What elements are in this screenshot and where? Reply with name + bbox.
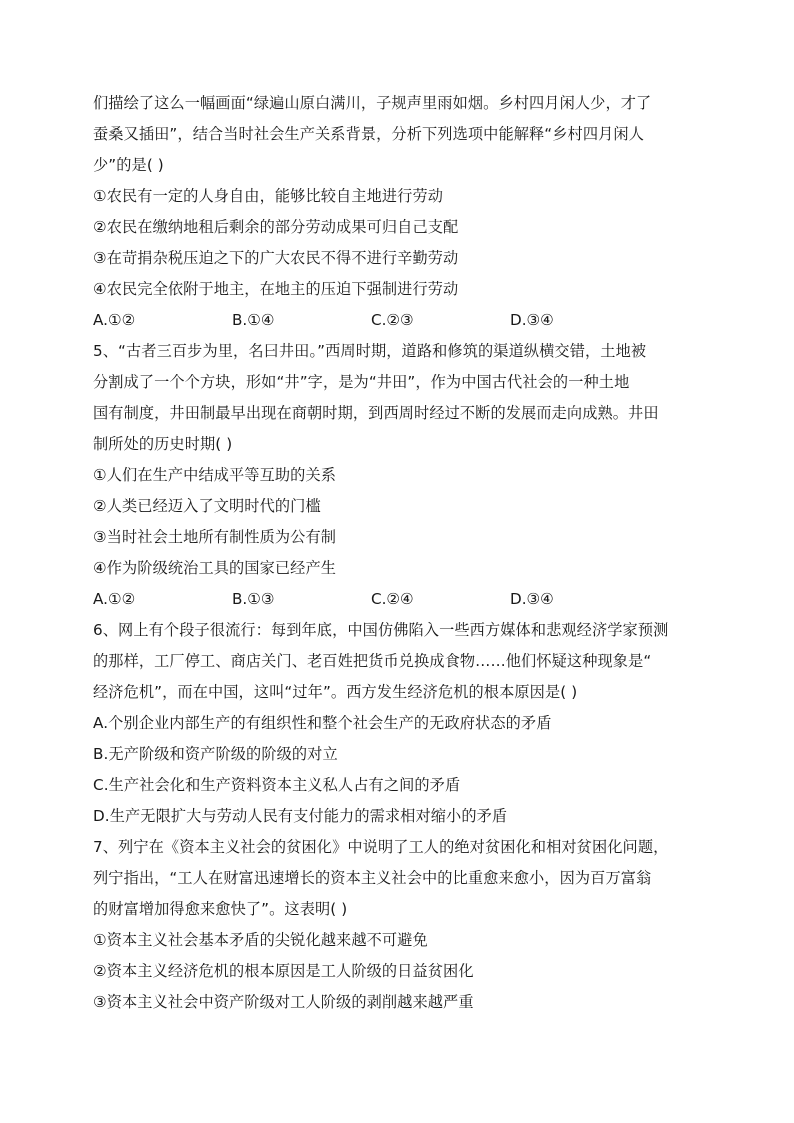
option-c: C.生产社会化和生产资料资本主义私人占有之间的矛盾 (93, 776, 461, 794)
option-a: A.①② (93, 590, 136, 608)
question-stem-line: 5、“古者三百步为里，名曰井田。”西周时期，道路和修筑的渠道纵横交错，土地被 (93, 342, 647, 360)
question-stem-line: 的那样，工厂停工、商店关门、老百姓把货币兑换成食物……他们怀疑这种现象是“ (93, 652, 652, 670)
option-d: D.生产无限扩大与劳动人民有支付能力的需求相对缩小的矛盾 (93, 807, 508, 825)
statement-item: ③当时社会土地所有制性质为公有制 (93, 528, 337, 546)
question-stem-line: 的财富增加得愈来愈快了”。这表明( ) (93, 900, 348, 918)
question-stem-line: 们描绘了这么一幅画面“绿遍山原白满川，子规声里雨如烟。乡村四月闲人少，才了 (93, 94, 652, 112)
statement-item: ②农民在缴纳地租后剩余的部分劳动成果可归自己支配 (93, 218, 459, 236)
statement-item: ③资本主义社会中资产阶级对工人阶级的剥削越来越严重 (93, 993, 474, 1011)
question-stem-line: 6、网上有个段子很流行：每到年底，中国仿佛陷入一些西方媒体和悲观经济学家预测 (93, 621, 669, 639)
option-b: B.①③ (232, 590, 275, 608)
option-c: C.②④ (371, 590, 414, 608)
document-page (93, 88, 705, 1018)
option-a: A.①② (93, 311, 136, 329)
question-stem-line: 经济危机”，而在中国，这叫“过年”。西方发生经济危机的根本原因是( ) (93, 683, 578, 701)
option-d: D.③④ (510, 590, 554, 608)
statement-item: ④作为阶级统治工具的国家已经产生 (93, 559, 337, 577)
question-7 (93, 832, 705, 1018)
option-c: C.②③ (371, 311, 414, 329)
question-4 (93, 88, 705, 336)
statement-item: ②人类已经迈入了文明时代的门槛 (93, 497, 321, 515)
statement-item: ①资本主义社会基本矛盾的尖锐化越来越不可避免 (93, 931, 428, 949)
question-5 (93, 336, 705, 615)
question-stem-line: 列宁指出，“工人在财富迅速增长的资本主义社会中的比重愈来愈小，因为百万富翁 (93, 869, 652, 887)
option-b: B.无产阶级和资产阶级的阶级的对立 (93, 745, 338, 763)
option-a: A.个别企业内部生产的有组织性和整个社会生产的无政府状态的矛盾 (93, 714, 552, 732)
question-stem-line: 制所处的历史时期( ) (93, 435, 233, 453)
statement-item: ③在苛捐杂税压迫之下的广大农民不得不进行辛勤劳动 (93, 249, 459, 267)
question-stem-line: 分割成了一个个方块，形如“井”字，是为“井田”，作为中国古代社会的一种土地 (93, 373, 630, 391)
statement-item: ④农民完全依附于地主，在地主的压迫下强制进行劳动 (93, 280, 459, 298)
question-stem-line: 7、列宁在《资本主义社会的贫困化》中说明了工人的绝对贫困化和相对贫困化问题， (93, 838, 669, 856)
statement-item: ①人们在生产中结成平等互助的关系 (93, 466, 337, 484)
answer-options (93, 584, 705, 615)
question-stem-line: 少”的是( ) (93, 156, 164, 174)
question-6 (93, 615, 705, 832)
option-d: D.③④ (510, 311, 554, 329)
statement-item: ②资本主义经济危机的根本原因是工人阶级的日益贫困化 (93, 962, 474, 980)
statement-item: ①农民有一定的人身自由，能够比较自主地进行劳动 (93, 187, 444, 205)
question-stem-line: 蚕桑又插田”，结合当时社会生产关系背景，分析下列选项中能解释“乡村四月闲人 (93, 125, 644, 143)
option-b: B.①④ (232, 311, 275, 329)
question-stem-line: 国有制度，井田制最早出现在商朝时期，到西周时经过不断的发展而走向成熟。井田 (93, 404, 659, 422)
answer-options (93, 305, 705, 336)
